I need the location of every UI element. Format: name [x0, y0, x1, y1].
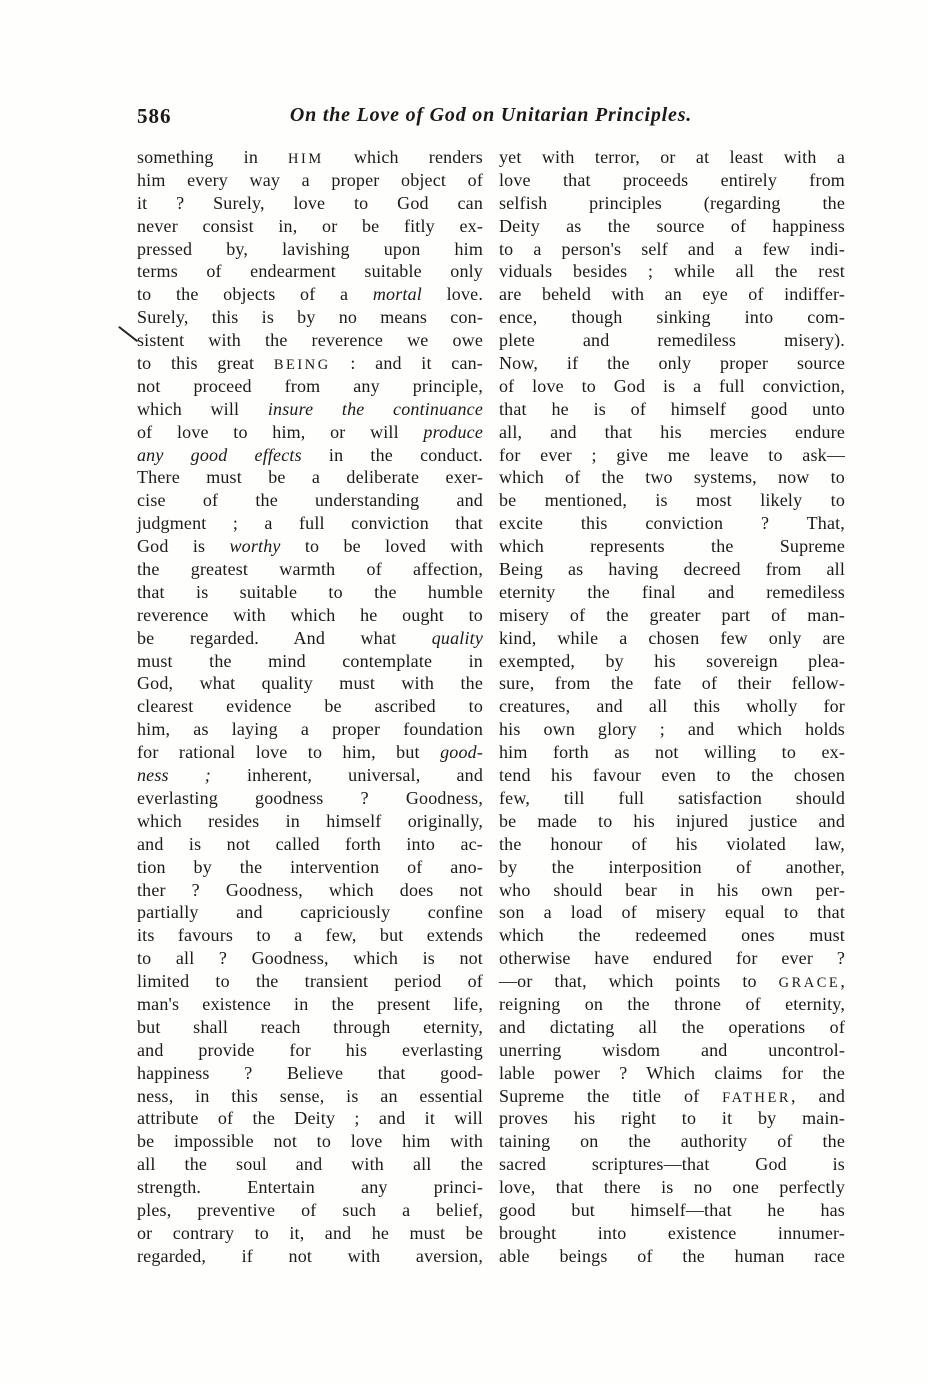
text-line: by the interposition of another, [499, 856, 845, 877]
text-line: limited to the transient period of [137, 971, 483, 992]
text-line: sure, from the fate of their fellow- [499, 673, 845, 694]
text-line: regarded, if not with aversion, [137, 1245, 483, 1266]
text-line: it ? Surely, love to God can [137, 192, 483, 213]
text-line: be mentioned, is most likely to [499, 490, 845, 511]
text-line: that he is of himself good unto [499, 398, 845, 419]
text-line: ples, preventive of such a belief, [137, 1199, 483, 1220]
text-line: Supreme the title of FATHER, and [499, 1085, 846, 1106]
text-line: taining on the authority of the [499, 1131, 845, 1152]
page-title: On the Love of God on Unitarian Principles. [289, 104, 693, 126]
text-line: which represents the Supreme [499, 536, 845, 557]
page-number: 586 [137, 104, 172, 128]
text-line: exempted, by his sovereign plea- [499, 650, 845, 671]
text-line: Now, if the only proper source [499, 353, 845, 374]
text-line: all, and that his mercies endure [499, 421, 845, 442]
text-line: ther ? Goodness, which does not [137, 879, 483, 900]
text-line: otherwise have endured for ever ? [499, 948, 845, 969]
text-line: be made to his injured justice and [499, 810, 845, 831]
text-line: the honour of his violated law, [499, 833, 845, 854]
text-line: terms of endearment suitable only [137, 261, 483, 282]
text-line: ence, though sinking into com- [499, 307, 845, 328]
right-column [499, 146, 845, 1268]
text-line: to all ? Goodness, which is not [137, 948, 483, 969]
text-line: and is not called forth into ac- [137, 833, 483, 854]
text-line: proves his right to it by main- [499, 1108, 845, 1129]
text-line: happiness ? Believe that good- [137, 1062, 483, 1083]
text-line: and provide for his everlasting [137, 1039, 483, 1060]
text-line: sacred scriptures—that God is [499, 1154, 845, 1175]
text-line: ness ; inherent, universal, and [137, 765, 483, 786]
text-line: the greatest warmth of affection, [137, 559, 483, 580]
text-line: Surely, this is by no means con- [137, 307, 483, 328]
text-line: any good effects in the conduct. [137, 444, 483, 465]
text-line: brought into existence innumer- [499, 1222, 845, 1243]
stray-ink-mark [118, 326, 138, 343]
text-line: eternity the final and remediless [499, 581, 845, 602]
text-line: judgment ; a full conviction that [137, 513, 483, 534]
page-header [137, 104, 845, 134]
text-line: all the soul and with all the [137, 1154, 483, 1175]
text-line: but shall reach through eternity, [137, 1016, 483, 1037]
text-line: love, that there is no one perfectly [499, 1177, 845, 1198]
text-line: man's existence in the present life, [137, 993, 483, 1014]
text-line: are beheld with an eye of indiffer- [499, 284, 845, 305]
text-line: viduals besides ; while all the rest [499, 261, 845, 282]
text-line: reverence with which he ought to [137, 604, 483, 625]
text-line: must the mind contemplate in [137, 650, 483, 671]
text-line: son a load of misery equal to that [499, 902, 845, 923]
text-line: pressed by, lavishing upon him [137, 238, 483, 259]
text-line: kind, while a chosen few only are [499, 627, 845, 648]
text-line: strength. Entertain any princi- [137, 1177, 483, 1198]
text-line: love that proceeds entirely from [499, 169, 845, 190]
text-line: tion by the intervention of ano- [137, 856, 483, 877]
text-line: which resides in himself originally, [137, 810, 483, 831]
text-line: or contrary to it, and he must be [137, 1222, 483, 1243]
text-line: misery of the greater part of man- [499, 604, 845, 625]
text-line: to the objects of a mortal love. [137, 284, 483, 305]
text-line: sistent with the reverence we owe [137, 330, 483, 351]
text-line: his own glory ; and which holds [499, 719, 845, 740]
text-line: reigning on the throne of eternity, [499, 993, 845, 1014]
text-line: to this great BEING : and it can- [137, 353, 483, 374]
text-line: There must be a deliberate exer- [137, 467, 483, 488]
text-line: to a person's self and a few indi- [499, 238, 845, 259]
text-line: everlasting goodness ? Goodness, [137, 787, 483, 808]
text-line: tend his favour even to the chosen [499, 765, 845, 786]
text-line: excite this conviction ? That, [499, 513, 845, 534]
text-line: him forth as not willing to ex- [499, 742, 845, 763]
text-line: its favours to a few, but extends [137, 925, 483, 946]
text-line: something in HIM which renders [137, 147, 483, 167]
text-line: of love to him, or will produce [137, 421, 483, 442]
text-line: Being as having decreed from all [499, 559, 845, 580]
text-line: able beings of the human race [499, 1245, 845, 1266]
text-line: which will insure the continuance [137, 398, 483, 419]
text-line: be impossible not to love him with [137, 1131, 483, 1152]
text-line: yet with terror, or at least with a [499, 147, 845, 167]
text-line: which of the two systems, now to [499, 467, 845, 488]
text-body [137, 146, 845, 1268]
text-line: lable power ? Which claims for the [499, 1062, 845, 1083]
text-line: ness, in this sense, is an essential [137, 1085, 483, 1106]
text-line: God, what quality must with the [137, 673, 483, 694]
text-line: partially and capriciously confine [137, 902, 483, 923]
text-line: for ever ; give me leave to ask— [499, 444, 845, 465]
text-line: attribute of the Deity ; and it will [137, 1108, 483, 1129]
text-line: of love to God is a full conviction, [499, 375, 845, 396]
text-line: him, as laying a proper foundation [137, 719, 483, 740]
text-line: good but himself—that he has [499, 1199, 845, 1220]
text-line: for rational love to him, but good- [137, 742, 483, 763]
left-column [137, 146, 483, 1268]
text-line: God is worthy to be loved with [137, 536, 483, 557]
text-line: be regarded. And what quality [137, 627, 483, 648]
text-line: cise of the understanding and [137, 490, 483, 511]
text-line: never consist in, or be fitly ex- [137, 215, 483, 236]
text-line: few, till full satisfaction should [499, 787, 845, 808]
text-line: selfish principles (regarding the [499, 192, 845, 213]
text-line: which the redeemed ones must [499, 925, 845, 946]
text-line: him every way a proper object of [137, 169, 483, 190]
text-line: plete and remediless misery). [499, 330, 845, 351]
text-line: unerring wisdom and uncontrol- [499, 1039, 845, 1060]
text-line: who should bear in his own per- [499, 879, 845, 900]
text-line: creatures, and all this wholly for [499, 696, 845, 717]
text-line: Deity as the source of happiness [499, 215, 845, 236]
text-line: —or that, which points to GRACE, [499, 971, 845, 992]
text-line: and dictating all the operations of [499, 1016, 845, 1037]
text-line: not proceed from any principle, [137, 375, 483, 396]
text-line: clearest evidence be ascribed to [137, 696, 483, 717]
text-line: that is suitable to the humble [137, 581, 483, 602]
